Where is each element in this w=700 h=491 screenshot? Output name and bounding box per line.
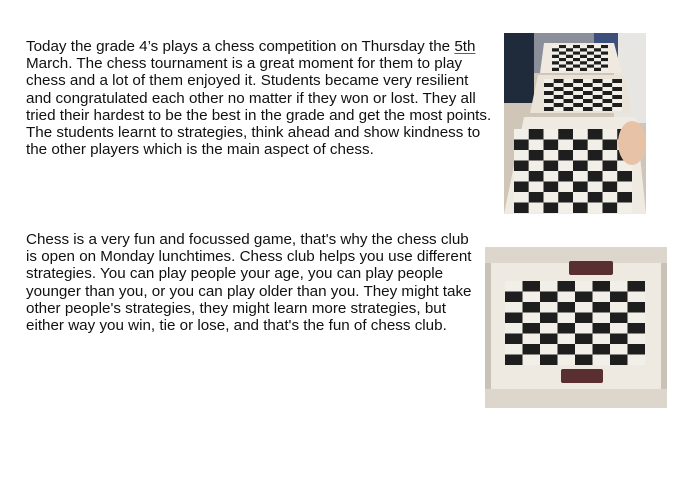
paragraph-1-rest: March. The chess tournament is a great moment for them to play chess and a lot of them enjoyed it. Students became very resilient and congratulated each other no matter if they won or lost. They all tried their hardest to be the best in the grade and get the most points. The students learnt to strategies, think ahead and show kindness to the other players which is the main aspect of chess.	[26, 55, 492, 159]
paragraph-1-lead: Today the grade 4’s plays a chess competition on Thursday the	[26, 38, 455, 55]
date-5th-underlined: 5th	[454, 38, 476, 55]
chess-competition-photo	[504, 33, 646, 214]
paragraph-1	[26, 38, 496, 158]
paragraph-2: Chess is a very fun and focussed game, that's why the chess club is open on Monday lunchtimes. Chess club helps you use different strategies. You can play people your age, you can play people younger than you, or you can play older than you. They might take other people's strategies, they might learn more strategies, but either way you win, tie or lose, and that's the fun of chess club.	[26, 231, 472, 335]
chess-board-photo	[485, 247, 667, 408]
